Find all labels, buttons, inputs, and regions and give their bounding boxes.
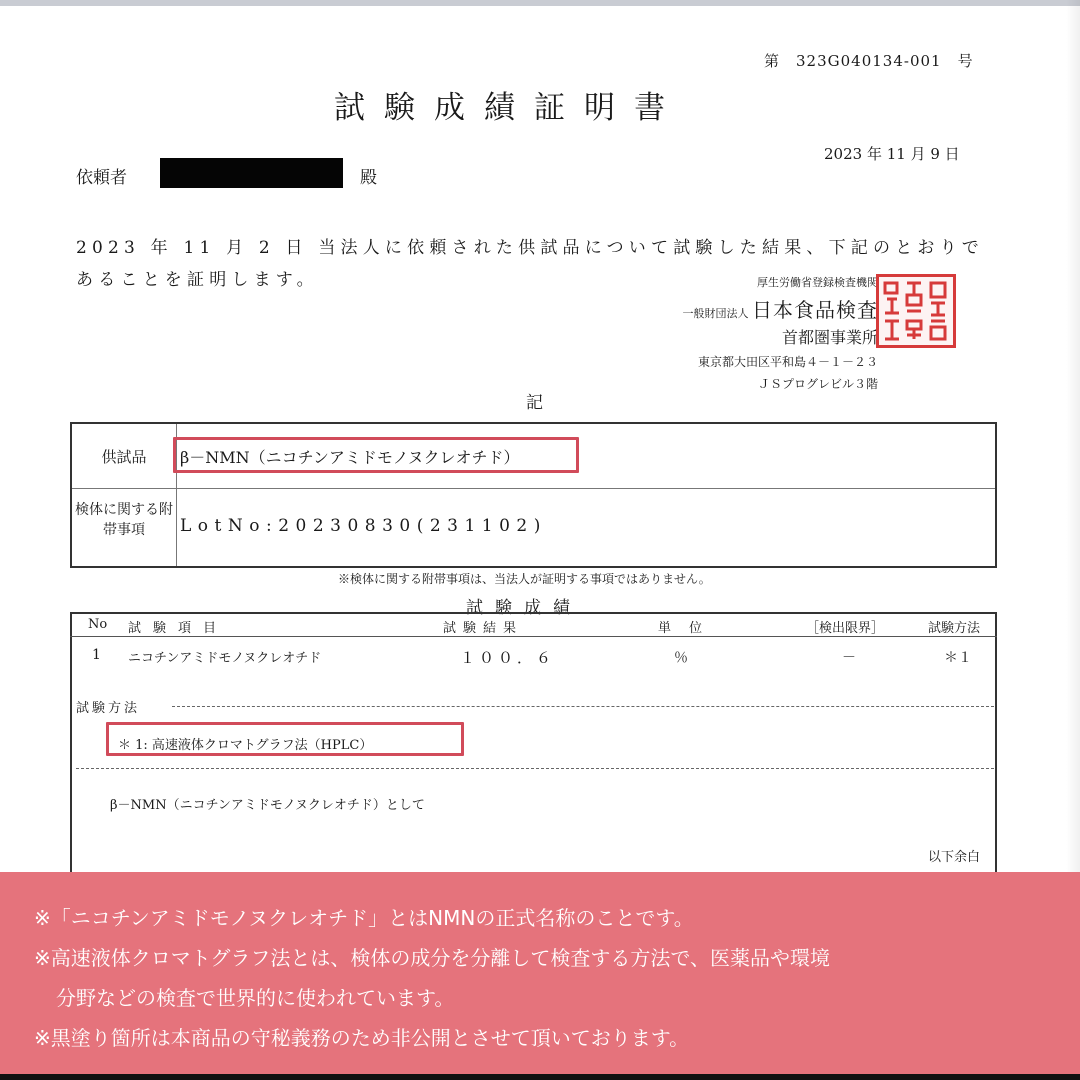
header-divider (70, 636, 997, 637)
certification-statement: 2023 年 11 月 2 日 当法人に依頼された供試品について試験した結果、下記のとおりであることを証明します。 (76, 238, 984, 290)
method-section-title: 試験方法 (76, 701, 141, 716)
ki-label: 記 (526, 393, 543, 413)
org-office: 首都圏事業所 (781, 328, 878, 347)
sample-value: β－NMN（ニコチンアミドモノヌクレオチド） (180, 448, 520, 467)
result-note: β－NMN（ニコチンアミドモノヌクレオチド）として (110, 798, 425, 813)
issue-date: 2023 年 11 月 9 日 (824, 145, 960, 163)
banner-line-hplc-cont: 分野などの検査で世界的に使われています。 (56, 986, 455, 1010)
org-building: ＪＳプログレビル３階 (757, 377, 878, 391)
lot-label: 検体に関する附帯事項 (75, 502, 173, 538)
remainder-blank-note: 以下余白 (928, 850, 981, 865)
row-limit: － (842, 650, 856, 666)
official-seal-stamp (876, 274, 956, 348)
sample-label: 供試品 (101, 448, 147, 466)
header-unit: 単位 (658, 621, 721, 636)
disclaimer-notice: ※検体に関する附帯事項は、当法人が証明する事項ではありません。 (338, 572, 711, 586)
banner-line-nmn: ※「ニコチンアミドモノヌクレオチド」とはNMNの正式名称のことです。 (34, 906, 694, 930)
org-type: 一般財団法人 (682, 307, 749, 320)
method-highlight-box (106, 722, 464, 756)
method-description: ＊ 1: 高速液体クロマトグラフ法（HPLC） (118, 738, 373, 753)
info-banner (0, 872, 1080, 1080)
results-title: 試験成績 (466, 598, 582, 618)
sample-highlight-box (173, 437, 579, 473)
org-address: 東京都大田区平和島４－１－２３ (697, 355, 878, 369)
document-title: 試験成績証明書 (334, 90, 684, 126)
banner-line-redaction: ※黒塗り箇所は本商品の守秘義務のため非公開とさせて頂いております。 (34, 1026, 690, 1050)
method-dash-line (172, 706, 994, 707)
row-item: ニコチンアミドモノヌクレオチド (128, 651, 322, 666)
row-divider (72, 488, 995, 489)
top-edge (0, 0, 1080, 6)
section-dash-line (76, 768, 994, 769)
row-method: ＊１ (944, 650, 972, 666)
banner-line-hplc: ※高速液体クロマトグラフ法とは、検体の成分を分離して検査する方法で、医薬品や環境 (34, 946, 830, 970)
row-result: １００．６ (460, 649, 556, 667)
client-suffix: 殿 (360, 168, 377, 188)
org-registration: 厚生労働省登録検査機関 (757, 276, 878, 289)
redacted-client-name (160, 158, 343, 188)
header-no: No (88, 617, 108, 632)
certificate-number: 第 323G040134-001 号 (764, 52, 974, 70)
org-name-line (620, 294, 878, 323)
client-label: 依頼者 (76, 168, 127, 188)
issuing-organization (620, 274, 878, 392)
bottom-edge (0, 1074, 1080, 1080)
header-item: 試験項目 (128, 621, 229, 636)
header-result: 試験結果 (443, 621, 524, 636)
org-name: 日本食品検査 (752, 298, 878, 322)
row-no: 1 (92, 647, 101, 663)
lot-value: LotNo:20230830(231102) (180, 516, 547, 536)
row-unit: ％ (674, 650, 688, 666)
header-limit: ［検出限界］ (806, 621, 885, 636)
header-method: 試験方法 (928, 621, 981, 636)
